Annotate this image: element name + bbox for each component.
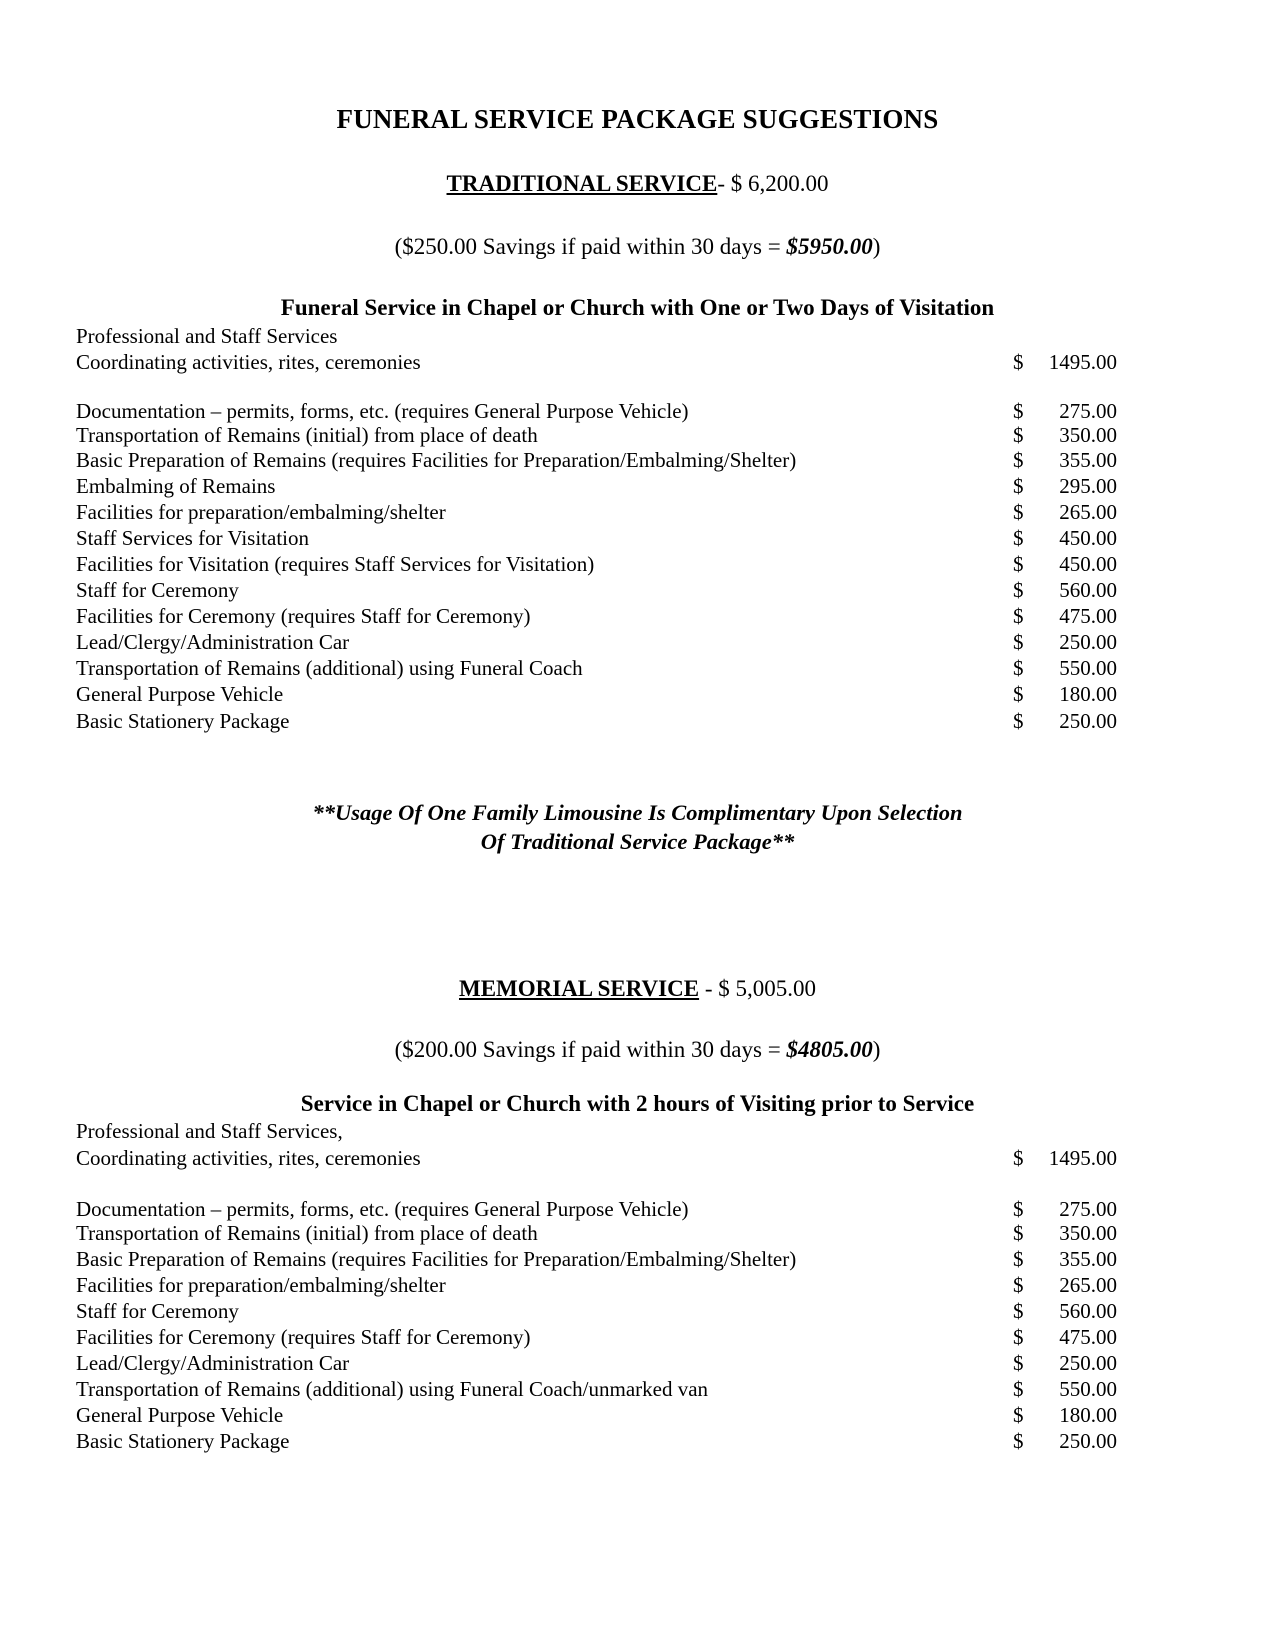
item-amount: 475.00: [1059, 604, 1117, 628]
item-label: Basic Stationery Package: [76, 1429, 290, 1453]
item-amount: 560.00: [1059, 1299, 1117, 1323]
list-item: [0, 709, 1275, 735]
item-amount: 250.00: [1059, 630, 1117, 654]
item-currency: $: [1013, 1429, 1024, 1453]
traditional-subtitle: Funeral Service in Chapel or Church with One or Two Days of Visitation: [280, 295, 995, 320]
traditional-savings-prefix: ($250.00 Savings if paid within 30 days =: [394, 234, 787, 259]
item-label: Lead/Clergy/Administration Car: [76, 1351, 350, 1375]
traditional-package-name: TRADITIONAL SERVICE: [446, 171, 718, 196]
item-currency: $: [1013, 1403, 1024, 1427]
list-item: [0, 1273, 1275, 1299]
list-item: [0, 1221, 1275, 1247]
item-amount: 265.00: [1059, 500, 1117, 524]
item-currency: $: [1013, 1197, 1024, 1221]
item-amount: 250.00: [1059, 1429, 1117, 1453]
item-label: Facilities for Visitation (requires Staff Services for Visitation): [76, 552, 595, 576]
item-label: Staff for Ceremony: [76, 578, 239, 602]
list-item: [0, 604, 1275, 630]
list-item: [0, 448, 1275, 474]
memorial-savings-note: [0, 1037, 1275, 1063]
list-item: [0, 1247, 1275, 1273]
item-label: General Purpose Vehicle: [76, 1403, 284, 1427]
memorial-package-price: - $ 5,005.00: [699, 976, 816, 1001]
item-amount: 275.00: [1059, 399, 1117, 423]
item-label: Facilities for Ceremony (requires Staff for Ceremony): [76, 1325, 531, 1349]
list-item: [0, 350, 1275, 376]
list-item: [0, 1377, 1275, 1403]
item-label: Documentation – permits, forms, etc. (requires General Purpose Vehicle): [76, 1197, 689, 1221]
item-currency: $: [1013, 1299, 1024, 1323]
item-label: Lead/Clergy/Administration Car: [76, 630, 350, 654]
item-currency: $: [1013, 399, 1024, 423]
traditional-savings-note: [0, 234, 1275, 260]
item-amount: 560.00: [1059, 578, 1117, 602]
memorial-savings-prefix: ($200.00 Savings if paid within 30 days =: [394, 1037, 787, 1062]
page-title: FUNERAL SERVICE PACKAGE SUGGESTIONS: [336, 104, 939, 134]
memorial-package-name: MEMORIAL SERVICE: [458, 976, 700, 1001]
item-label: Transportation of Remains (additional) using Funeral Coach: [76, 656, 583, 680]
item-label: Documentation – permits, forms, etc. (requires General Purpose Vehicle): [76, 399, 689, 423]
list-item: [0, 1197, 1275, 1223]
item-amount: 180.00: [1059, 1403, 1117, 1427]
list-item: [0, 682, 1275, 708]
item-label: Facilities for preparation/embalming/shelter: [76, 1273, 446, 1297]
item-currency: $: [1013, 474, 1024, 498]
list-item: [0, 578, 1275, 604]
list-item: [0, 1403, 1275, 1429]
traditional-discounted-price: $5950.00: [786, 234, 873, 259]
item-currency: $: [1013, 1247, 1024, 1271]
memorial-discounted-price: $4805.00: [786, 1037, 873, 1062]
item-currency: $: [1013, 578, 1024, 602]
traditional-package-heading: [0, 171, 1275, 197]
item-amount: 450.00: [1059, 552, 1117, 576]
item-amount: 355.00: [1059, 1247, 1117, 1271]
list-item: [0, 630, 1275, 656]
item-amount: 1495.00: [1048, 350, 1117, 374]
item-currency: $: [1013, 604, 1024, 628]
item-label: Staff for Ceremony: [76, 1299, 239, 1323]
item-currency: $: [1013, 1351, 1024, 1375]
list-item: [0, 474, 1275, 500]
list-item: [0, 399, 1275, 425]
item-label: Facilities for preparation/embalming/shelter: [76, 500, 446, 524]
item-label: Coordinating activities, rites, ceremonies: [76, 350, 421, 374]
traditional-package-price: - $ 6,200.00: [717, 171, 829, 196]
item-currency: $: [1013, 1273, 1024, 1297]
item-amount: 250.00: [1059, 1351, 1117, 1375]
item-amount: 295.00: [1059, 474, 1117, 498]
item-amount: 475.00: [1059, 1325, 1117, 1349]
memorial-package-heading: [0, 976, 1275, 1002]
limousine-note-line-1: **Usage Of One Family Limousine Is Complimentary Upon Selection: [312, 800, 963, 825]
item-label: Transportation of Remains (initial) from place of death: [76, 1221, 538, 1245]
item-amount: 355.00: [1059, 448, 1117, 472]
item-amount: 450.00: [1059, 526, 1117, 550]
item-label: Basic Preparation of Remains (requires Facilities for Preparation/Embalming/Shelter): [76, 1247, 797, 1271]
item-amount: 350.00: [1059, 423, 1117, 447]
item-currency: $: [1013, 350, 1024, 374]
item-label: Coordinating activities, rites, ceremonies: [76, 1146, 421, 1170]
item-currency: $: [1013, 1146, 1024, 1170]
item-currency: $: [1013, 1221, 1024, 1245]
item-label: Embalming of Remains: [76, 474, 276, 498]
item-amount: 550.00: [1059, 1377, 1117, 1401]
list-item: [0, 1299, 1275, 1325]
item-currency: $: [1013, 526, 1024, 550]
item-amount: 265.00: [1059, 1273, 1117, 1297]
memorial-intro-line: Professional and Staff Services,: [76, 1119, 343, 1143]
item-currency: $: [1013, 656, 1024, 680]
item-currency: $: [1013, 709, 1024, 733]
item-currency: $: [1013, 500, 1024, 524]
item-amount: 550.00: [1059, 656, 1117, 680]
item-currency: $: [1013, 630, 1024, 654]
list-item: [0, 500, 1275, 526]
item-currency: $: [1013, 1325, 1024, 1349]
item-label: Staff Services for Visitation: [76, 526, 310, 550]
item-currency: $: [1013, 552, 1024, 576]
item-label: Basic Stationery Package: [76, 709, 290, 733]
item-label: Basic Preparation of Remains (requires Facilities for Preparation/Embalming/Shelter): [76, 448, 797, 472]
item-amount: 180.00: [1059, 682, 1117, 706]
item-amount: 250.00: [1059, 709, 1117, 733]
memorial-savings-suffix: ): [872, 1037, 881, 1062]
list-item: [0, 1429, 1275, 1455]
list-item: [0, 1325, 1275, 1351]
item-amount: 275.00: [1059, 1197, 1117, 1221]
limousine-note: [0, 798, 1275, 856]
traditional-intro-line: Professional and Staff Services: [76, 324, 338, 348]
item-amount: 1495.00: [1048, 1146, 1117, 1170]
traditional-savings-suffix: ): [872, 234, 881, 259]
item-label: Transportation of Remains (initial) from place of death: [76, 423, 538, 447]
item-currency: $: [1013, 423, 1024, 447]
list-item: [0, 423, 1275, 449]
item-amount: 350.00: [1059, 1221, 1117, 1245]
item-currency: $: [1013, 682, 1024, 706]
memorial-subtitle: Service in Chapel or Church with 2 hours of Visiting prior to Service: [300, 1091, 975, 1116]
list-item: [0, 526, 1275, 552]
list-item: [0, 1351, 1275, 1377]
item-label: General Purpose Vehicle: [76, 682, 284, 706]
item-label: Transportation of Remains (additional) using Funeral Coach/unmarked van: [76, 1377, 709, 1401]
list-item: [0, 656, 1275, 682]
limousine-note-line-2: Of Traditional Service Package**: [480, 829, 795, 854]
item-label: Facilities for Ceremony (requires Staff for Ceremony): [76, 604, 531, 628]
item-currency: $: [1013, 1377, 1024, 1401]
list-item: [0, 1146, 1275, 1172]
list-item: [0, 552, 1275, 578]
item-currency: $: [1013, 448, 1024, 472]
